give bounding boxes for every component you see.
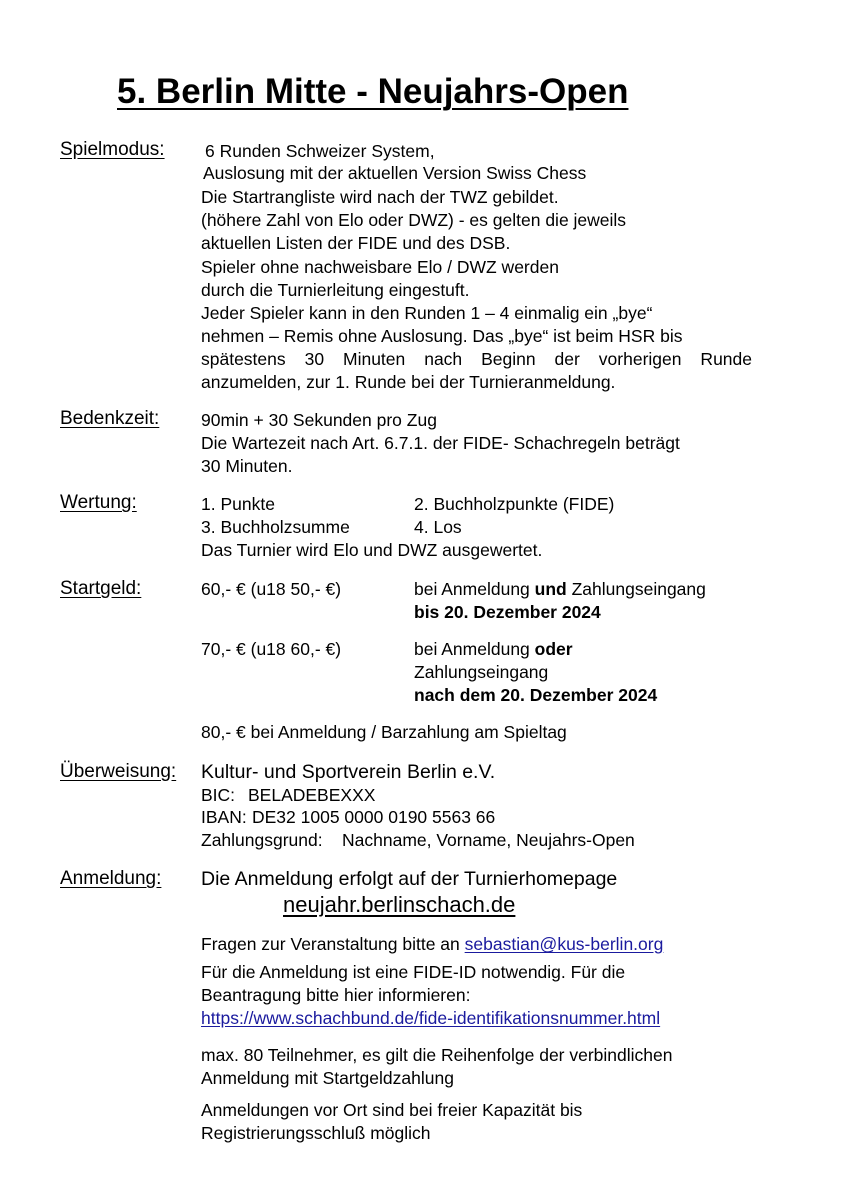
spielmodus-line: 6 Runden Schweizer System,: [205, 141, 435, 161]
max-participants-line: max. 80 Teilnehmer, es gilt die Reihenfolge der verbindlichen: [201, 1045, 673, 1065]
bedenkzeit-line: Die Wartezeit nach Art. 6.7.1. der FIDE- Schachregeln beträgt: [201, 433, 680, 453]
spielmodus-line: Spieler ohne nachweisbare Elo / DWZ werden: [201, 257, 559, 277]
wertung-label: Wertung:: [60, 492, 137, 513]
fide-note-line: Beantragung bitte hier informieren:: [201, 985, 471, 1005]
ueberweisung-label: Überweisung:: [60, 761, 177, 782]
onsite-registration-line: Registrierungsschluß möglich: [201, 1123, 431, 1143]
bic-value: BELADEBEXXX: [248, 785, 376, 805]
wertung-note: Das Turnier wird Elo und DWZ ausgewertet.: [201, 540, 543, 560]
account-holder: Kultur- und Sportverein Berlin e.V.: [201, 761, 496, 783]
iban-label: IBAN:: [201, 807, 247, 827]
spielmodus-line: (höhere Zahl von Elo oder DWZ) - es gelten die jeweils: [201, 210, 627, 230]
fee-early-condition: bei Anmeldung und Zahlungseingang: [414, 579, 706, 599]
wertung-criterion: 3. Buchholzsumme: [201, 517, 350, 537]
payment-reason-label: Zahlungsgrund:: [201, 830, 323, 850]
startgeld-label: Startgeld:: [60, 578, 142, 599]
fide-id-link[interactable]: https://www.schachbund.de/fide-identifikationsnummer.html: [201, 1008, 661, 1028]
fee-onsite: 80,- € bei Anmeldung / Barzahlung am Spieltag: [201, 722, 567, 742]
onsite-registration-line: Anmeldungen vor Ort sind bei freier Kapazität bis: [201, 1100, 583, 1120]
max-participants-line: Anmeldung mit Startgeldzahlung: [201, 1068, 454, 1088]
bedenkzeit-line: 30 Minuten.: [201, 456, 293, 476]
wertung-criterion: 2. Buchholzpunkte (FIDE): [414, 494, 615, 514]
registration-intro: Die Anmeldung erfolgt auf der Turnierhomepage: [201, 868, 618, 890]
spielmodus-line: durch die Turnierleitung eingestuft.: [201, 280, 470, 300]
anmeldung-label: Anmeldung:: [60, 868, 162, 889]
spielmodus-line: Jeder Spieler kann in den Runden 1 – 4 einmalig ein „bye“: [201, 303, 653, 323]
wertung-criterion: 4. Los: [414, 517, 462, 537]
contact-email-link[interactable]: sebastian@kus-berlin.org: [464, 934, 664, 954]
spielmodus-line: Auslosung mit der aktuellen Version Swiss Chess: [203, 163, 587, 183]
spielmodus-line: aktuellen Listen der FIDE und des DSB.: [201, 233, 511, 253]
page-title: 5. Berlin Mitte - Neujahrs-Open: [117, 72, 629, 111]
spielmodus-line: spätestens 30 Minuten nach Beginn der vorherigen Runde: [201, 349, 752, 369]
spielmodus-line: nehmen – Remis ohne Auslosung. Das „bye“ ist beim HSR bis: [201, 326, 683, 346]
wertung-criterion: 1. Punkte: [201, 494, 275, 514]
payment-reason-value: Nachname, Vorname, Neujahrs-Open: [342, 830, 635, 850]
iban-value: DE32 1005 0000 0190 5563 66: [252, 807, 496, 827]
spielmodus-line: Die Startrangliste wird nach der TWZ gebildet.: [201, 187, 559, 207]
spielmodus-label: Spielmodus:: [60, 139, 165, 160]
spielmodus-line: anzumelden, zur 1. Runde bei der Turnieranmeldung.: [201, 372, 616, 392]
fee-early: 60,- € (u18 50,- €): [201, 579, 342, 599]
questions-line: Fragen zur Veranstaltung bitte an sebastian@kus-berlin.org: [201, 934, 664, 954]
bic-label: BIC:: [201, 785, 236, 805]
fee-early-deadline: bis 20. Dezember 2024: [414, 602, 601, 622]
fee-late-deadline: nach dem 20. Dezember 2024: [414, 685, 658, 705]
fide-note-line: Für die Anmeldung ist eine FIDE-ID notwendig. Für die: [201, 962, 626, 982]
bedenkzeit-line: 90min + 30 Sekunden pro Zug: [201, 410, 437, 430]
bedenkzeit-label: Bedenkzeit:: [60, 408, 160, 429]
fee-late-condition-2: Zahlungseingang: [414, 662, 549, 682]
homepage-link[interactable]: neujahr.berlinschach.de: [283, 892, 516, 917]
fee-late: 70,- € (u18 60,- €): [201, 639, 342, 659]
fee-late-condition: bei Anmeldung oder: [414, 639, 573, 659]
